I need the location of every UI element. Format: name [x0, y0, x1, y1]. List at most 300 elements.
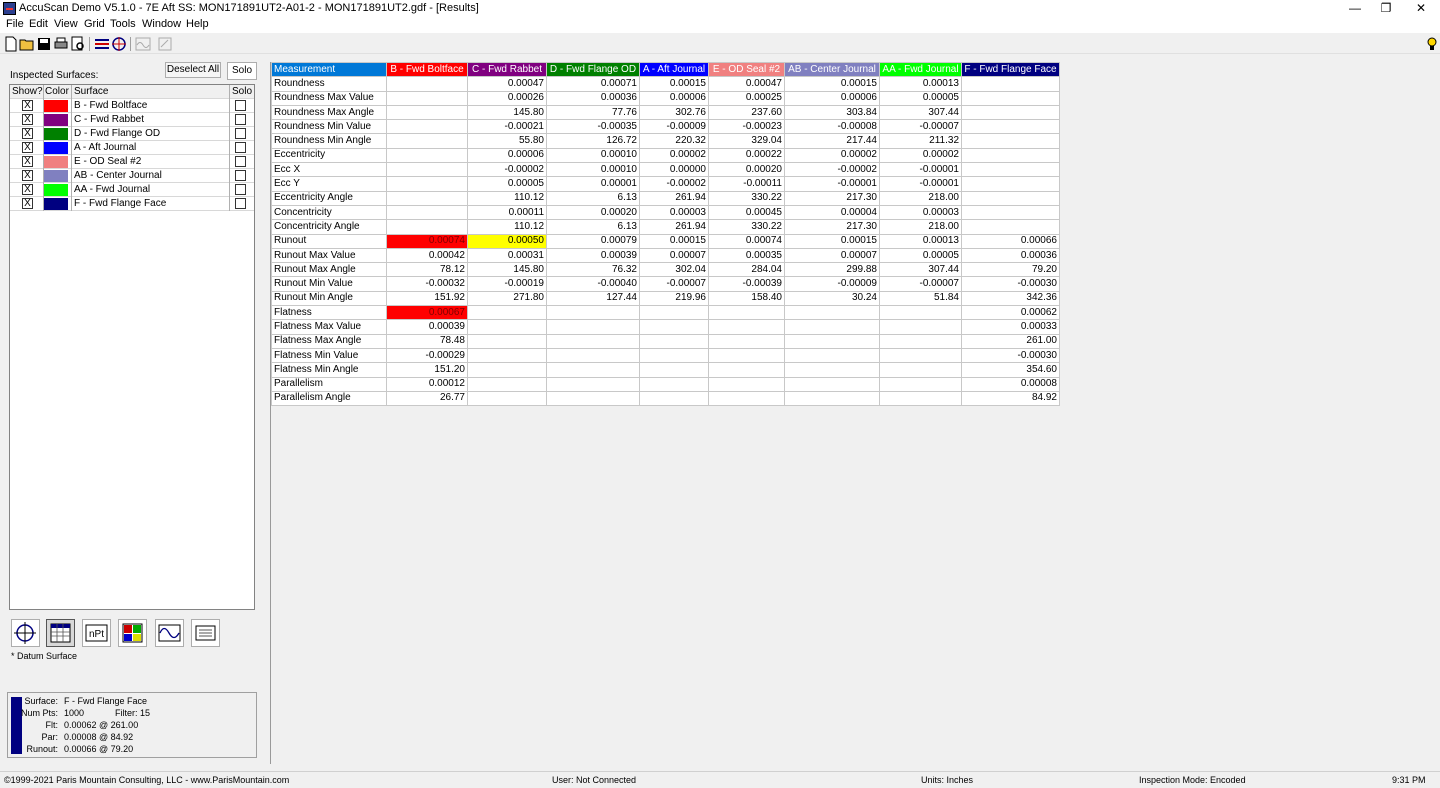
result-cell[interactable]: 284.04	[709, 263, 785, 277]
result-cell[interactable]	[387, 220, 468, 234]
result-cell[interactable]: 0.00047	[468, 77, 547, 91]
menu-grid[interactable]: Grid	[84, 18, 105, 30]
result-cell[interactable]: 0.00004	[785, 205, 880, 219]
menu-help[interactable]: Help	[186, 18, 209, 30]
solo-checkbox[interactable]	[235, 198, 246, 209]
menu-window[interactable]: Window	[142, 18, 182, 30]
list-view-icon[interactable]	[94, 36, 110, 52]
color-swatch[interactable]	[44, 184, 68, 196]
measurement-label[interactable]: Runout Min Value	[272, 277, 387, 291]
result-cell[interactable]: 78.48	[387, 334, 468, 348]
result-cell[interactable]: -0.00009	[640, 120, 709, 134]
info-filter-label: Filter:	[115, 708, 138, 718]
result-cell[interactable]	[709, 348, 785, 362]
show-checkbox[interactable]: X	[22, 142, 33, 153]
menu-tools[interactable]: Tools	[110, 18, 136, 30]
result-cell[interactable]: -0.00009	[785, 277, 880, 291]
result-cell[interactable]	[547, 320, 640, 334]
result-cell[interactable]: 0.00001	[547, 177, 640, 191]
result-cell[interactable]	[387, 120, 468, 134]
result-cell[interactable]	[387, 91, 468, 105]
measurement-label[interactable]: Eccentricity	[272, 148, 387, 162]
result-cell[interactable]: 0.00005	[880, 248, 962, 262]
measurement-label[interactable]: Roundness Max Angle	[272, 105, 387, 119]
color-swatch[interactable]	[44, 198, 68, 210]
color-swatch[interactable]	[44, 100, 68, 112]
result-cell[interactable]: 0.00013	[880, 77, 962, 91]
measurement-label[interactable]: Flatness Max Value	[272, 320, 387, 334]
solo-cell	[230, 113, 254, 127]
measurement-label[interactable]: Parallelism Angle	[272, 391, 387, 405]
show-cell	[10, 197, 44, 211]
minimize-button[interactable]: —	[1349, 1, 1361, 15]
color-map-button[interactable]	[118, 619, 147, 647]
result-cell[interactable]	[468, 391, 547, 405]
result-cell[interactable]: 0.00005	[468, 177, 547, 191]
result-cell[interactable]	[387, 134, 468, 148]
solo-checkbox[interactable]	[235, 170, 246, 181]
result-cell[interactable]: 0.00012	[387, 377, 468, 391]
result-cell[interactable]: 330.22	[709, 220, 785, 234]
report-button[interactable]	[191, 619, 220, 647]
result-cell[interactable]: 330.22	[709, 191, 785, 205]
result-cell[interactable]: 307.44	[880, 263, 962, 277]
result-cell[interactable]: -0.00002	[468, 163, 547, 177]
result-cell[interactable]: 220.32	[640, 134, 709, 148]
result-cell[interactable]: 0.00042	[387, 248, 468, 262]
measurement-label[interactable]: Roundness Max Value	[272, 91, 387, 105]
result-cell[interactable]	[962, 134, 1060, 148]
color-swatch[interactable]	[44, 142, 68, 154]
result-cell[interactable]	[709, 391, 785, 405]
result-cell[interactable]: 0.00007	[785, 248, 880, 262]
result-cell[interactable]: 0.00000	[640, 163, 709, 177]
result-cell[interactable]	[468, 334, 547, 348]
result-cell[interactable]	[880, 320, 962, 334]
measurement-label[interactable]: Concentricity Angle	[272, 220, 387, 234]
result-cell[interactable]: 0.00002	[785, 148, 880, 162]
result-cell[interactable]: -0.00040	[547, 277, 640, 291]
result-cell[interactable]	[468, 320, 547, 334]
result-cell[interactable]: 158.40	[709, 291, 785, 305]
result-cell[interactable]: 0.00036	[547, 91, 640, 105]
result-cell[interactable]: 0.00013	[880, 234, 962, 248]
result-cell[interactable]: 218.00	[880, 220, 962, 234]
result-cell[interactable]: -0.00029	[387, 348, 468, 362]
crosshair-button[interactable]	[11, 619, 40, 647]
result-cell[interactable]	[962, 91, 1060, 105]
result-cell[interactable]: 329.04	[709, 134, 785, 148]
result-cell[interactable]	[547, 306, 640, 320]
result-cell[interactable]	[962, 177, 1060, 191]
result-cell[interactable]: 218.00	[880, 191, 962, 205]
result-cell[interactable]	[962, 105, 1060, 119]
npt-button[interactable]	[82, 619, 111, 647]
result-cell[interactable]	[387, 163, 468, 177]
measurement-label[interactable]: Runout	[272, 234, 387, 248]
measurement-label[interactable]: Roundness Min Value	[272, 120, 387, 134]
info-flt-value: 0.00062 @ 261.00	[64, 720, 139, 730]
surface-row[interactable]	[10, 141, 254, 155]
result-cell[interactable]: 126.72	[547, 134, 640, 148]
info-par-value: 0.00008 @ 84.92	[64, 732, 134, 742]
result-cell[interactable]: 0.00066	[962, 234, 1060, 248]
results-table	[271, 62, 1060, 406]
result-cell[interactable]	[962, 77, 1060, 91]
result-cell[interactable]: 0.00015	[640, 77, 709, 91]
result-cell[interactable]	[640, 391, 709, 405]
title-bar	[0, 0, 1440, 17]
result-cell[interactable]	[785, 306, 880, 320]
result-cell[interactable]	[709, 306, 785, 320]
menu-file[interactable]: File	[6, 18, 24, 30]
result-cell[interactable]: 127.44	[547, 291, 640, 305]
result-cell[interactable]: 0.00039	[547, 248, 640, 262]
result-cell[interactable]: 299.88	[785, 263, 880, 277]
result-cell[interactable]	[709, 320, 785, 334]
result-cell[interactable]	[962, 191, 1060, 205]
result-cell[interactable]	[468, 363, 547, 377]
measurement-label[interactable]: Concentricity	[272, 205, 387, 219]
result-cell[interactable]: 217.30	[785, 220, 880, 234]
result-cell[interactable]: -0.00032	[387, 277, 468, 291]
result-cell[interactable]: 0.00002	[640, 148, 709, 162]
show-checkbox[interactable]: X	[22, 114, 33, 125]
menu-view[interactable]: View	[54, 18, 78, 30]
result-cell[interactable]: -0.00007	[640, 277, 709, 291]
result-cell[interactable]: 303.84	[785, 105, 880, 119]
result-cell[interactable]: -0.00035	[547, 120, 640, 134]
result-cell[interactable]: 0.00022	[709, 148, 785, 162]
result-cell[interactable]: 145.80	[468, 263, 547, 277]
result-cell[interactable]: 0.00010	[547, 148, 640, 162]
result-cell[interactable]	[880, 391, 962, 405]
show-cell	[10, 155, 44, 169]
result-cell[interactable]: 110.12	[468, 191, 547, 205]
result-cell[interactable]: 354.60	[962, 363, 1060, 377]
column-header-surface[interactable]: A - Aft Journal	[640, 63, 709, 77]
result-cell[interactable]: 0.00002	[880, 148, 962, 162]
result-cell[interactable]	[547, 377, 640, 391]
result-cell[interactable]: 55.80	[468, 134, 547, 148]
result-cell[interactable]	[880, 348, 962, 362]
result-cell[interactable]	[640, 334, 709, 348]
show-cell	[10, 113, 44, 127]
result-cell[interactable]	[785, 377, 880, 391]
color-swatch[interactable]	[44, 128, 68, 140]
solo-checkbox[interactable]	[235, 184, 246, 195]
column-header-surface[interactable]: B - Fwd Boltface	[387, 63, 468, 77]
results-row	[272, 163, 1060, 177]
surface-row[interactable]	[10, 99, 254, 113]
result-cell[interactable]: 151.20	[387, 363, 468, 377]
result-cell[interactable]: 6.13	[547, 220, 640, 234]
measurement-label[interactable]: Flatness Min Angle	[272, 363, 387, 377]
grid-table-button[interactable]	[46, 619, 75, 647]
result-cell[interactable]: 0.00006	[640, 91, 709, 105]
status-time: 9:31 PM	[1392, 775, 1426, 785]
result-cell[interactable]: 261.00	[962, 334, 1060, 348]
result-cell[interactable]: 302.76	[640, 105, 709, 119]
measurement-label[interactable]: Flatness Max Angle	[272, 334, 387, 348]
result-cell[interactable]: 0.00006	[468, 148, 547, 162]
waveform-button[interactable]	[155, 619, 184, 647]
inspected-surfaces-label: Inspected Surfaces:	[10, 70, 99, 81]
result-cell[interactable]: 0.00011	[468, 205, 547, 219]
result-cell[interactable]	[962, 220, 1060, 234]
column-header-surface[interactable]: C - Fwd Rabbet	[468, 63, 547, 77]
show-checkbox[interactable]: X	[22, 184, 33, 195]
result-cell[interactable]	[387, 177, 468, 191]
measurement-label[interactable]: Roundness Min Angle	[272, 134, 387, 148]
column-header-surface[interactable]: E - OD Seal #2	[709, 63, 785, 77]
result-cell[interactable]: 211.32	[880, 134, 962, 148]
result-cell[interactable]: -0.00030	[962, 277, 1060, 291]
result-cell[interactable]: 0.00005	[880, 91, 962, 105]
column-header-measurement[interactable]: Measurement	[272, 63, 387, 77]
restore-button[interactable]: ❐	[1380, 1, 1392, 15]
result-cell[interactable]	[468, 377, 547, 391]
result-cell[interactable]	[785, 391, 880, 405]
toolbar-separator	[89, 37, 90, 51]
result-cell[interactable]: 302.04	[640, 263, 709, 277]
result-cell[interactable]: 0.00010	[547, 163, 640, 177]
result-cell[interactable]: -0.00001	[880, 177, 962, 191]
result-cell[interactable]	[547, 391, 640, 405]
result-cell[interactable]: 84.92	[962, 391, 1060, 405]
result-cell[interactable]	[640, 363, 709, 377]
result-cell[interactable]: -0.00021	[468, 120, 547, 134]
result-cell[interactable]: 0.00062	[962, 306, 1060, 320]
result-cell[interactable]: 0.00031	[468, 248, 547, 262]
show-cell	[10, 99, 44, 113]
result-cell[interactable]: 0.00036	[962, 248, 1060, 262]
result-cell[interactable]: -0.00007	[880, 277, 962, 291]
surface-row[interactable]	[10, 197, 254, 211]
result-cell[interactable]	[880, 334, 962, 348]
result-cell[interactable]	[880, 377, 962, 391]
solo-checkbox[interactable]	[235, 114, 246, 125]
measurement-label[interactable]: Runout Max Value	[272, 248, 387, 262]
result-cell[interactable]	[785, 334, 880, 348]
result-cell[interactable]	[709, 363, 785, 377]
result-cell[interactable]: -0.00001	[785, 177, 880, 191]
result-cell[interactable]	[785, 363, 880, 377]
surface-name: D - Fwd Flange OD	[72, 127, 230, 141]
result-cell[interactable]	[547, 348, 640, 362]
result-cell[interactable]	[387, 191, 468, 205]
result-cell[interactable]	[387, 77, 468, 91]
show-checkbox[interactable]: X	[22, 156, 33, 167]
color-swatch[interactable]	[44, 114, 68, 126]
solo-checkbox[interactable]	[235, 128, 246, 139]
result-cell[interactable]	[880, 306, 962, 320]
deselect-all-button[interactable]: Deselect All	[165, 62, 221, 78]
result-cell[interactable]: 145.80	[468, 105, 547, 119]
results-row	[272, 391, 1060, 405]
solo-checkbox[interactable]	[235, 156, 246, 167]
result-cell[interactable]: -0.00002	[640, 177, 709, 191]
result-cell[interactable]: 342.36	[962, 291, 1060, 305]
result-cell[interactable]: 217.30	[785, 191, 880, 205]
color-swatch[interactable]	[44, 156, 68, 168]
result-cell[interactable]	[640, 377, 709, 391]
result-cell[interactable]	[962, 120, 1060, 134]
result-cell[interactable]: 151.92	[387, 291, 468, 305]
result-cell[interactable]: 0.00003	[880, 205, 962, 219]
result-cell[interactable]: 51.84	[880, 291, 962, 305]
result-cell[interactable]	[640, 320, 709, 334]
result-cell[interactable]: 0.00015	[640, 234, 709, 248]
result-cell[interactable]: 217.44	[785, 134, 880, 148]
result-cell[interactable]: -0.00008	[785, 120, 880, 134]
results-grid-area	[270, 62, 1440, 764]
result-cell[interactable]: 76.32	[547, 263, 640, 277]
result-cell[interactable]	[709, 334, 785, 348]
result-cell[interactable]: 0.00033	[962, 320, 1060, 334]
result-cell[interactable]	[962, 205, 1060, 219]
solo-cell	[230, 183, 254, 197]
result-cell[interactable]: 30.24	[785, 291, 880, 305]
result-cell[interactable]	[962, 148, 1060, 162]
result-cell[interactable]	[547, 334, 640, 348]
measurement-label[interactable]: Flatness Min Value	[272, 348, 387, 362]
show-checkbox[interactable]: X	[22, 198, 33, 209]
result-cell[interactable]: -0.00002	[785, 163, 880, 177]
result-cell[interactable]: 0.00006	[785, 91, 880, 105]
surface-row[interactable]	[10, 155, 254, 169]
result-cell[interactable]	[962, 163, 1060, 177]
result-cell[interactable]: 0.00008	[962, 377, 1060, 391]
result-cell[interactable]	[880, 363, 962, 377]
measurement-label[interactable]: Ecc Y	[272, 177, 387, 191]
result-cell[interactable]	[785, 348, 880, 362]
column-header-surface[interactable]: AB - Center Journal	[785, 63, 880, 77]
result-cell[interactable]	[709, 377, 785, 391]
result-cell[interactable]: -0.00019	[468, 277, 547, 291]
left-panel	[0, 56, 268, 764]
result-cell[interactable]: -0.00023	[709, 120, 785, 134]
result-cell[interactable]: 0.00007	[640, 248, 709, 262]
result-cell[interactable]: 0.00025	[709, 91, 785, 105]
show-checkbox[interactable]: X	[22, 100, 33, 111]
result-cell[interactable]: 237.60	[709, 105, 785, 119]
open-folder-icon[interactable]	[19, 36, 35, 52]
result-cell[interactable]: -0.00039	[709, 277, 785, 291]
result-cell[interactable]: 6.13	[547, 191, 640, 205]
surface-row[interactable]	[10, 169, 254, 183]
measurement-label[interactable]: Ecc X	[272, 163, 387, 177]
result-cell[interactable]	[640, 306, 709, 320]
result-cell[interactable]	[785, 320, 880, 334]
result-cell[interactable]: 0.00071	[547, 77, 640, 91]
result-cell[interactable]: 0.00039	[387, 320, 468, 334]
result-cell[interactable]: 0.00020	[547, 205, 640, 219]
result-cell[interactable]: 0.00047	[709, 77, 785, 91]
result-cell[interactable]	[468, 306, 547, 320]
results-header-row	[272, 63, 1060, 77]
save-icon[interactable]	[36, 36, 52, 52]
print-icon[interactable]	[53, 36, 69, 52]
show-checkbox[interactable]: X	[22, 170, 33, 181]
result-cell[interactable]: 271.80	[468, 291, 547, 305]
result-cell[interactable]: 219.96	[640, 291, 709, 305]
surface-row[interactable]	[10, 183, 254, 197]
menu-edit[interactable]: Edit	[29, 18, 48, 30]
result-cell[interactable]: -0.00011	[709, 177, 785, 191]
close-button[interactable]: ✕	[1415, 1, 1427, 15]
surface-row[interactable]	[10, 127, 254, 141]
result-cell[interactable]: 0.00074	[387, 234, 468, 248]
status-inspection-mode: Inspection Mode: Encoded	[1139, 775, 1246, 785]
result-cell[interactable]: 0.00050	[468, 234, 547, 248]
show-checkbox[interactable]: X	[22, 128, 33, 139]
result-cell[interactable]: 0.00045	[709, 205, 785, 219]
info-numpts-value: 1000	[64, 708, 85, 718]
result-cell[interactable]	[468, 348, 547, 362]
npt-icon	[83, 620, 110, 646]
result-cell[interactable]: 307.44	[880, 105, 962, 119]
measurement-label[interactable]: Roundness	[272, 77, 387, 91]
column-header-surface[interactable]: D - Fwd Flange OD	[547, 63, 640, 77]
npt-label: nPt	[88, 629, 105, 640]
result-cell[interactable]: 26.77	[387, 391, 468, 405]
column-header-surface[interactable]: AA - Fwd Journal	[880, 63, 962, 77]
result-cell[interactable]: 0.00015	[785, 77, 880, 91]
result-cell[interactable]: 0.00035	[709, 248, 785, 262]
new-file-icon[interactable]	[3, 36, 19, 52]
column-header-surface[interactable]: F - Fwd Flange Face	[962, 63, 1060, 77]
help-icon[interactable]	[1424, 36, 1440, 52]
result-cell[interactable]: 0.00074	[709, 234, 785, 248]
measurement-label[interactable]: Runout Min Angle	[272, 291, 387, 305]
measurement-label[interactable]: Runout Max Angle	[272, 263, 387, 277]
result-cell[interactable]: 0.00079	[547, 234, 640, 248]
measurement-label[interactable]: Flatness	[272, 306, 387, 320]
result-cell[interactable]: 0.00015	[785, 234, 880, 248]
result-cell[interactable]	[547, 363, 640, 377]
result-cell[interactable]	[387, 148, 468, 162]
result-cell[interactable]: 110.12	[468, 220, 547, 234]
result-cell[interactable]: -0.00001	[880, 163, 962, 177]
surface-row[interactable]	[10, 113, 254, 127]
result-cell[interactable]: 77.76	[547, 105, 640, 119]
color-swatch[interactable]	[44, 170, 68, 182]
result-cell[interactable]	[387, 105, 468, 119]
result-cell[interactable]: 78.12	[387, 263, 468, 277]
solo-checkbox[interactable]	[235, 142, 246, 153]
solo-button[interactable]: Solo	[227, 62, 257, 80]
results-row	[272, 348, 1060, 362]
measurement-label[interactable]: Parallelism	[272, 377, 387, 391]
result-cell[interactable]: -0.00030	[962, 348, 1060, 362]
result-cell[interactable]	[387, 205, 468, 219]
result-cell[interactable]: 79.20	[962, 263, 1060, 277]
result-cell[interactable]: 261.94	[640, 191, 709, 205]
target-icon[interactable]	[111, 36, 127, 52]
result-cell[interactable]: 0.00026	[468, 91, 547, 105]
measurement-label[interactable]: Eccentricity Angle	[272, 191, 387, 205]
result-cell[interactable]: -0.00007	[880, 120, 962, 134]
result-cell[interactable]	[640, 348, 709, 362]
result-cell[interactable]: 0.00020	[709, 163, 785, 177]
solo-checkbox[interactable]	[235, 100, 246, 111]
result-cell[interactable]: 261.94	[640, 220, 709, 234]
result-cell[interactable]: 0.00067	[387, 306, 468, 320]
result-cell[interactable]: 0.00003	[640, 205, 709, 219]
print-preview-icon[interactable]	[70, 36, 86, 52]
surface-name: A - Aft Journal	[72, 141, 230, 155]
